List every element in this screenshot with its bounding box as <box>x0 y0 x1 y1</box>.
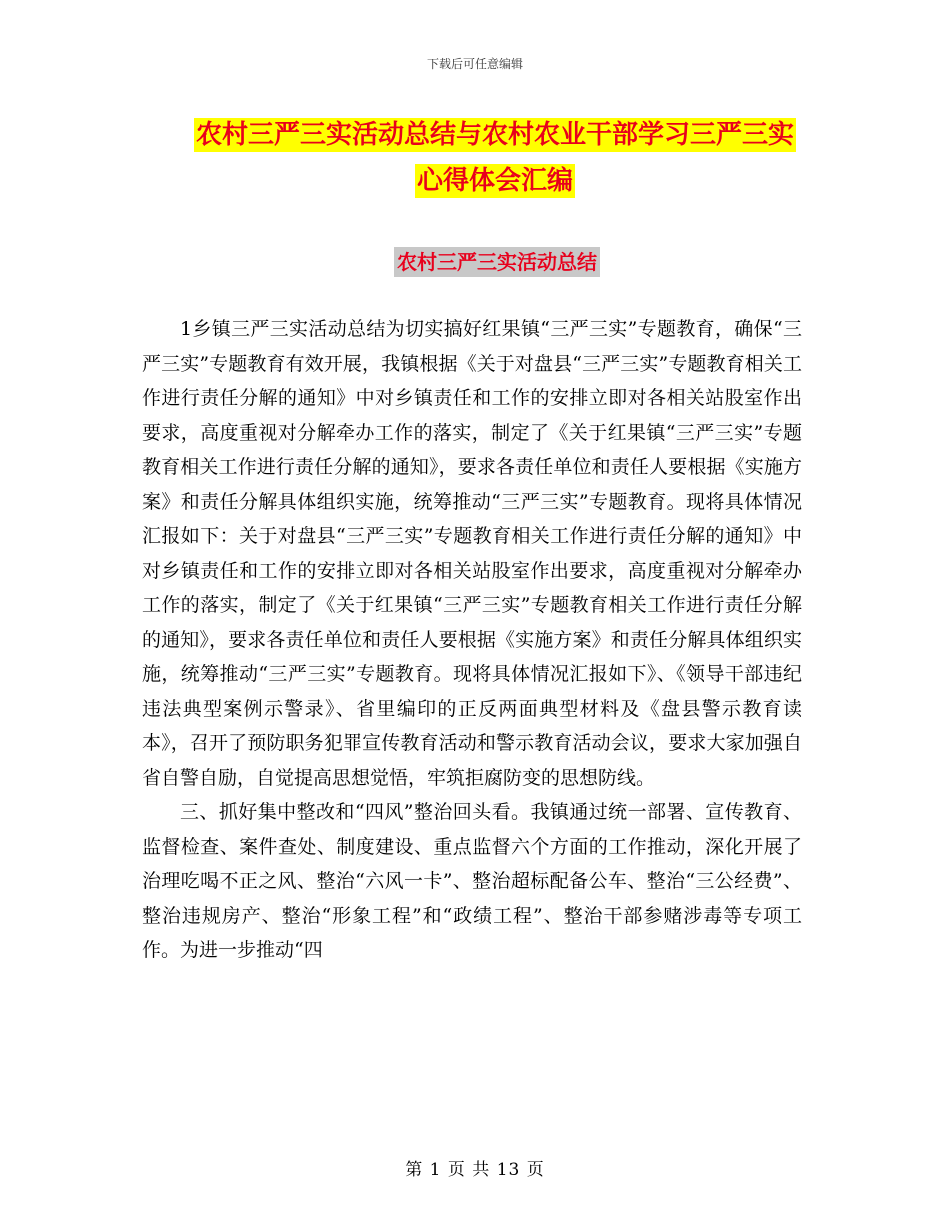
section-title-text: 农村三严三实活动总结 <box>394 247 600 277</box>
section-title <box>0 245 950 279</box>
page-number: 第 1 页 共 13 页 <box>405 1160 545 1180</box>
header-note: 下载后可任意编辑 <box>426 57 523 71</box>
document-title-line-2: 心得体会汇编 <box>416 166 573 196</box>
body-text <box>142 312 802 968</box>
document-title <box>120 112 870 204</box>
body-paragraph-2: 三、抓好集中整改和“四风”整治回头看。我镇通过统一部署、宣传教育、监督检查、案件查处、制度建设、重点监督六个方面的工作推动，深化开展了治理吃喝不正之风、整治“六风一卡”、整治超标配备公车、整治“三公经费”、整治违规房产、整治“形象工程”和“政绩工程”、整治干部参赌涉毒等专项工作。为进一步推动“四 <box>142 801 802 961</box>
body-paragraph-1: 1乡镇三严三实活动总结为切实搞好红果镇“三严三实”专题教育，确保“三严三实”专题教育有效开展，我镇根据《关于对盘县“三严三实”专题教育相关工作进行责任分解的通知》中对乡镇责任和工作的安排立即对各相关站股室作出要求，高度重视对分解牵办工作的落实，制定了《关于红果镇“三严三实”专题教育相关工作进行责任分解的通知》，要求各责任单位和责任人要根据《实施方案》和责任分解具体组织实施，统筹推动“三严三实”专题教育。现将具体情况汇报如下：关于对盘县“三严三实”专题教育相关工作进行责任分解的通知》中对乡镇责任和工作的安排立即对各相关站股室作出要求，高度重视对分解牵办工作的落实，制定了《关于红果镇“三严三实”专题教育相关工作进行责任分解的通知》，要求各责任单位和责任人要根据《实施方案》和责任分解具体组织实施，统筹推动“三严三实”专题教育。现将具体情况汇报如下》、《领导干部违纪违法典型案例示警录》、省里编印的正反两面典型材料及《盘县警示教育读本》，召开了预防职务犯罪宣传教育活动和警示教育活动会议，要求大家加强自省自警自励，自觉提高思想觉悟，牢筑拒腐防变的思想防线。 <box>142 318 802 789</box>
document-title-line-1: 农村三严三实活动总结与农村农业干部学习三严三实 <box>195 120 794 150</box>
